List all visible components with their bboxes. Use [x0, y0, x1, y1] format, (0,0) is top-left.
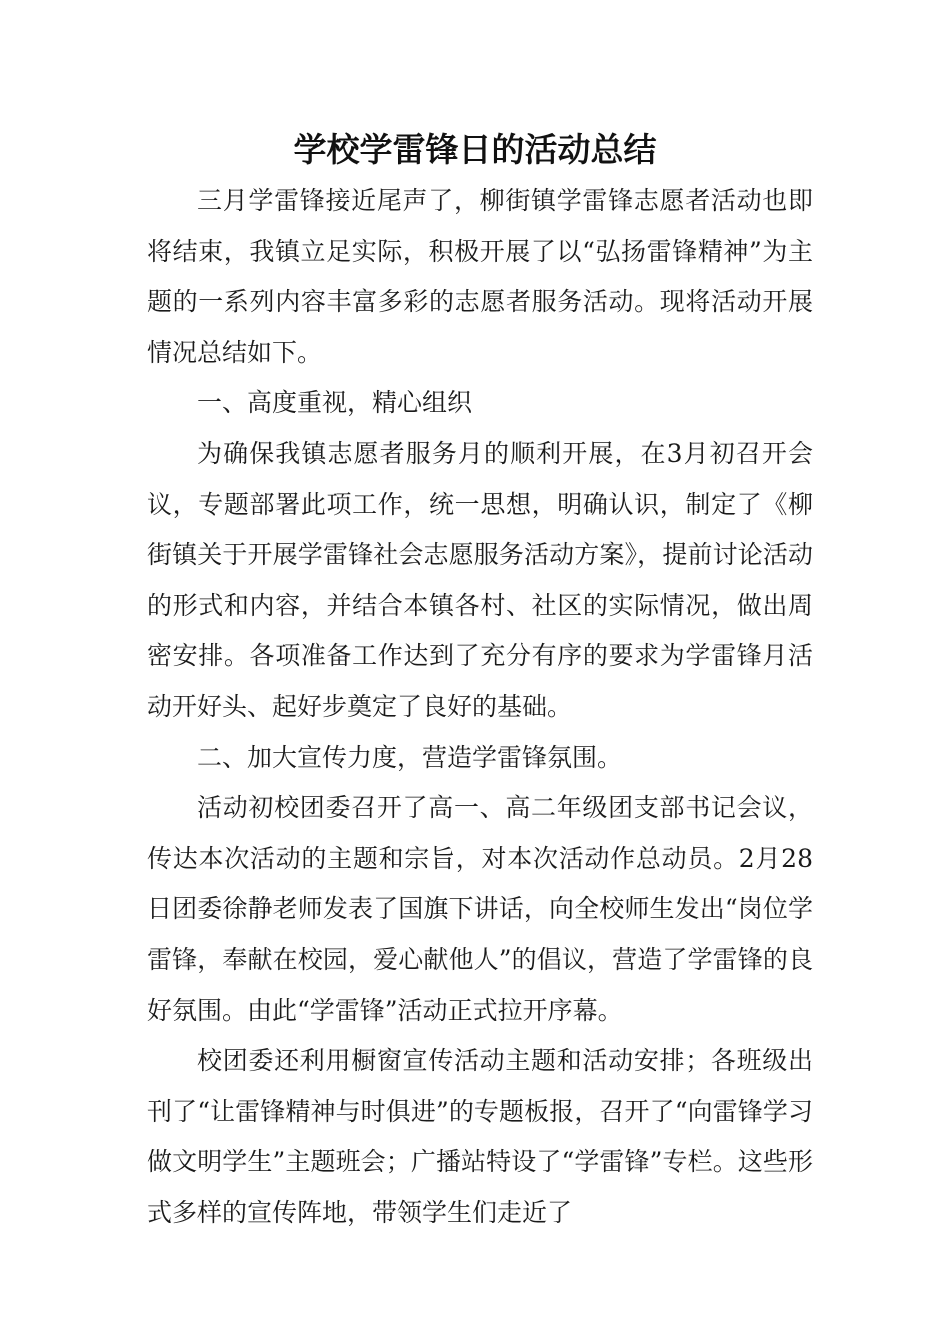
paragraph-section-2a: 活动初校团委召开了高一、高二年级团支部书记会议，传达本次活动的主题和宗旨，对本次活动作总动员。2月28日团委徐静老师发表了国旗下讲话，向全校师生发出“岗位学雷锋，奉献在校园，爱心献他人”的倡议，营造了学雷锋的良好氛围。由此“学雷锋”活动正式拉开序幕。: [147, 793, 813, 1025]
paragraph-section-2b: 校团委还利用橱窗宣传活动主题和活动安排；各班级出刊了“让雷锋精神与时俱进”的专题板报，召开了“向雷锋学习做文明学生”主题班会；广播站特设了“学雷锋”专栏。这些形式多样的宣传阵地，带领学生们走近了: [147, 1046, 813, 1227]
document-title: 学校学雷锋日的活动总结: [293, 130, 657, 169]
section-heading-2: 二、加大宣传力度，营造学雷锋氛围。: [197, 742, 623, 772]
document-body: [147, 176, 813, 1238]
section-heading-1: 一、高度重视，精心组织: [197, 388, 473, 418]
paragraph-section-1: 为确保我镇志愿者服务月的顺利开展，在3月初召开会议，专题部署此项工作，统一思想，明确认识，制定了《柳街镇关于开展学雷锋社会志愿服务活动方案》，提前讨论活动的形式和内容，并结合本镇各村、社区的实际情况，做出周密安排。各项准备工作达到了充分有序的要求为学雷锋月活动开好头、起好步奠定了良好的基础。: [147, 438, 813, 721]
paragraph-intro: 三月学雷锋接近尾声了，柳街镇学雷锋志愿者活动也即将结束，我镇立足实际，积极开展了以“弘扬雷锋精神”为主题的一系列内容丰富多彩的志愿者服务活动。现将活动开展情况总结如下。: [147, 186, 813, 367]
